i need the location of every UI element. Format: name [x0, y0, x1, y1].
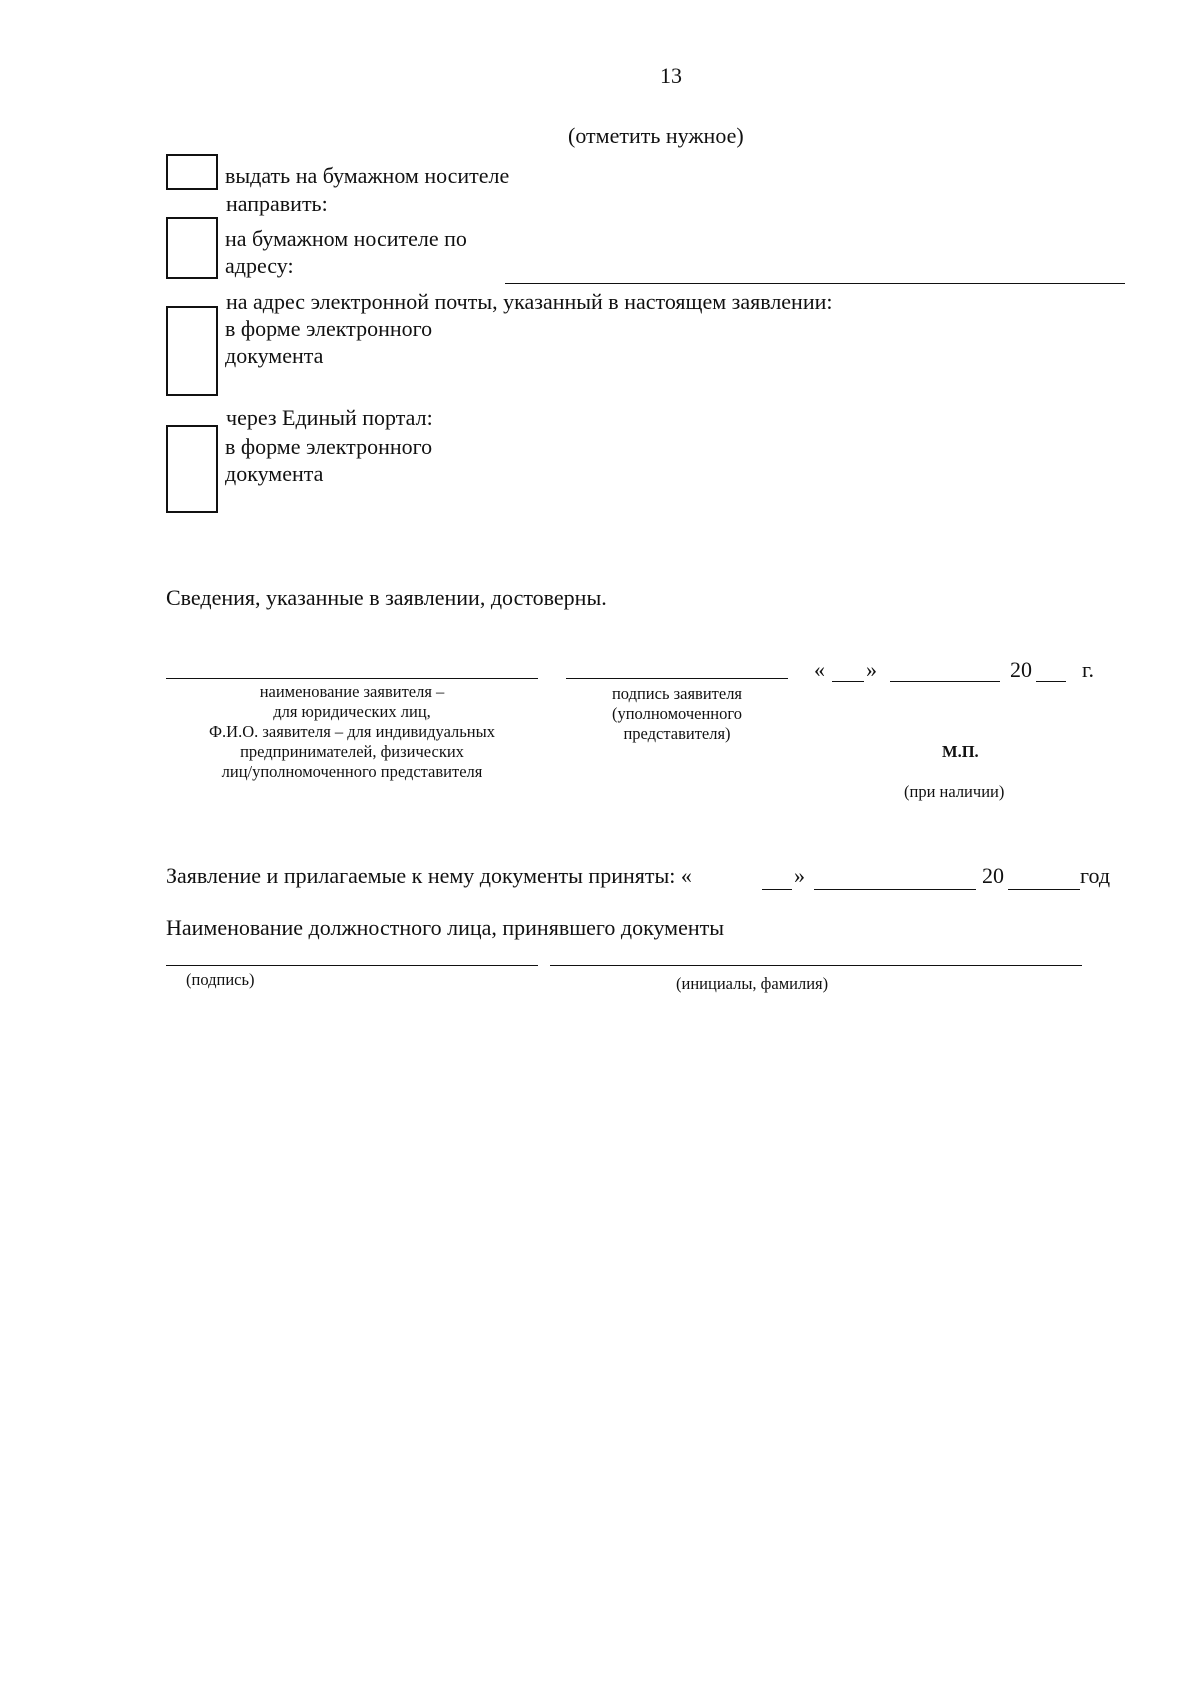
month-input-line[interactable] [890, 681, 1000, 682]
address-input-line[interactable] [505, 283, 1125, 284]
certification-statement: Сведения, указанные в заявлении, достоверны. [166, 585, 607, 610]
acceptance-year-suffix: год [1080, 863, 1111, 888]
acceptance-day-line[interactable] [762, 889, 792, 890]
day-input-line[interactable] [832, 681, 864, 682]
year-prefix: 20 [1010, 657, 1032, 682]
signature-caption-line: подпись заявителя [611, 684, 743, 703]
official-signature-line[interactable] [166, 965, 538, 966]
applicant-caption-line: для юридических лиц, [273, 702, 431, 721]
acceptance-year-prefix: 20 [982, 863, 1004, 888]
portal-form-label-1: в форме электронного [225, 434, 433, 459]
official-name-line[interactable] [550, 965, 1082, 966]
email-form-label-1: в форме электронного [225, 316, 433, 341]
checkbox-post[interactable] [166, 217, 218, 279]
checkbox-email[interactable] [166, 306, 218, 396]
signature-caption-line: представителя) [623, 724, 731, 743]
acceptance-text: Заявление и прилагаемые к нему документы приняты: « [166, 863, 692, 888]
acceptance-year-line[interactable] [1008, 889, 1080, 890]
checkbox-portal[interactable] [166, 425, 218, 513]
email-form-label-2: документа [225, 343, 324, 368]
official-signature-caption: (подпись) [186, 970, 255, 989]
portal-form-label-2: документа [225, 461, 324, 486]
acceptance-month-line[interactable] [814, 889, 976, 890]
applicant-caption-line: Ф.И.О. заявителя – для индивидуальных [209, 722, 495, 741]
applicant-caption-line: наименование заявителя – [259, 682, 445, 701]
applicant-signature-line[interactable] [566, 678, 788, 679]
applicant-caption-line: предпринимателей, физических [240, 742, 464, 761]
year-input-line[interactable] [1036, 681, 1066, 682]
acceptance-close-quote: » [794, 863, 805, 888]
send-label: направить: [226, 191, 328, 216]
page-number: 13 [660, 63, 682, 88]
signature-caption [566, 684, 788, 744]
applicant-caption [166, 682, 538, 782]
instruction-text: (отметить нужное) [568, 123, 744, 148]
option-paper-label: выдать на бумажном носителе [225, 163, 510, 188]
option-post-label-2: адресу: [225, 253, 294, 278]
applicant-name-line[interactable] [166, 678, 538, 679]
date-close-quote: » [866, 657, 877, 682]
date-open-quote: « [814, 657, 825, 682]
seal-note: (при наличии) [904, 782, 1005, 801]
option-post-label-1: на бумажном носителе по [225, 226, 467, 251]
seal-label: М.П. [942, 742, 979, 761]
official-title: Наименование должностного лица, принявшего документы [166, 915, 725, 940]
email-option-label: на адрес электронной почты, указанный в настоящем заявлении: [226, 289, 833, 314]
official-name-caption: (инициалы, фамилия) [676, 974, 829, 993]
portal-option-label: через Единый портал: [226, 405, 433, 430]
signature-caption-line: (уполномоченного [611, 704, 742, 723]
year-suffix: г. [1082, 657, 1095, 682]
applicant-caption-line: лиц/уполномоченного представителя [221, 762, 483, 781]
checkbox-paper[interactable] [166, 154, 218, 190]
